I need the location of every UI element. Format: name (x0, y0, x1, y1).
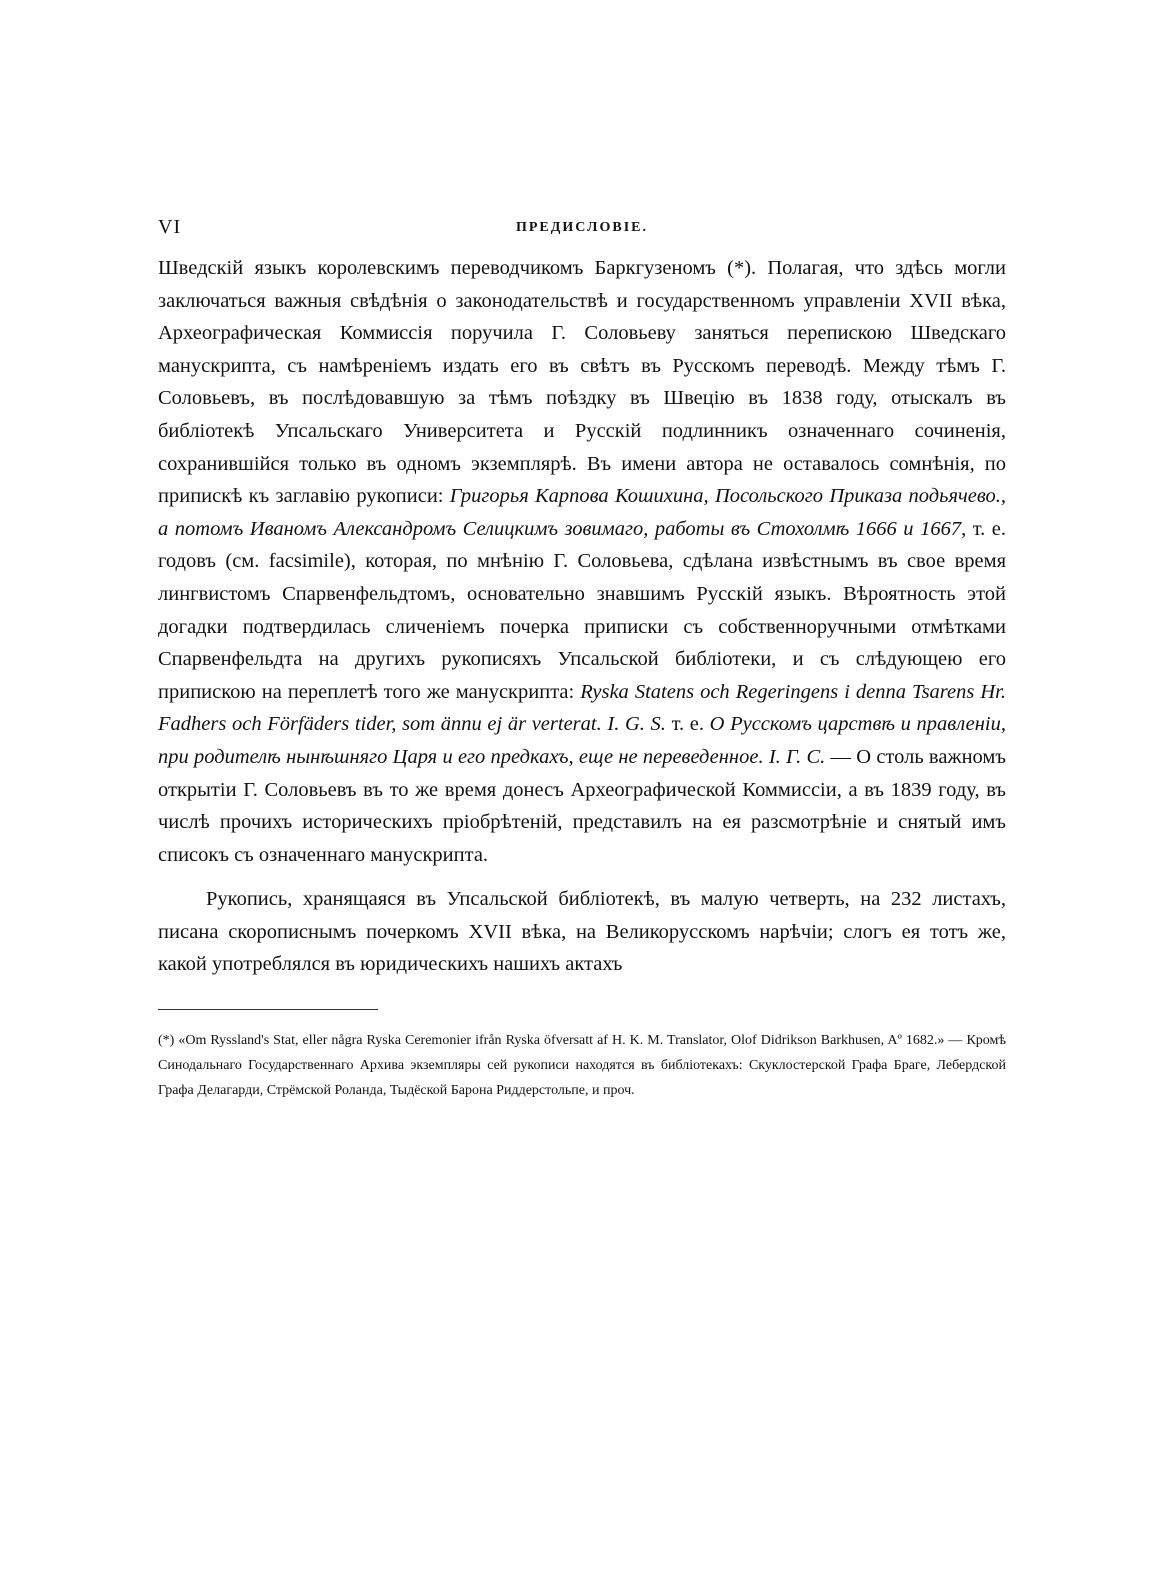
paragraph-1-part-4: — О столь важномъ открытіи Г. Соловьевъ въ то же время донесъ Археографической Коммиссіи, а въ 1839 году, въ числѣ прочихъ историческихъ пріобрѣтеній, представилъ на ея разсмотрѣніе и снятый имъ списокъ съ означеннаго манускрипта. (158, 745, 1006, 866)
footnote-divider (158, 1009, 378, 1010)
paragraph-1-italic-3: О Русскомъ царствѣ и правленіи, при родителѣ нынѣшняго Царя и его предкахъ, еще не переведенное. І. Г. С. (158, 713, 1006, 768)
paragraph-1-italic-2: Ryska Statens och Regeringens i denna Tsarens Hr. Fadhers och Förfäders tider, som ännu ej är verterat. I. G. S. (158, 680, 1006, 736)
footnote: (*) «Om Ryssland's Stat, eller några Ryska Ceremonier ifrån Ryska öfversatt af H. K. M. Translator, Olof Didrikson Barkhusen, Aº 1682.» — Кромѣ Синодальнаго Государственнаго Архива экземпляры сей рукописи находятся въ библіотекахъ: Скуклостерской Графа Браге, Лебердской Графа Делагарди, Стрёмской Роланда, Тыдёской Барона Риддерстольпе, и проч. (158, 1033, 1006, 1099)
paragraph-1-italic-1: Григорья Карпова Кошихина, Посольского Приказа подьячево., а потомъ Иваномъ Александромъ Селицкимъ зовимаго, работы въ Стохолмѣ 1666 и 1667 (158, 485, 1006, 540)
running-title: ПРЕДИСЛОВІЕ. (515, 220, 648, 235)
main-text (158, 252, 1006, 981)
paragraph-1 (158, 252, 1006, 871)
paragraph-1-part-2: , т. е. годовъ (см. facsimile), которая, по мнѣнію Г. Соловьева, сдѣлана извѣстнымъ въ свое время лингвистомъ Спарвенфельдтомъ, основательно знавшимъ Русскій языкъ. Вѣроятность этой догадки подтвердилась сличеніемъ почерка приписки съ собственноручными отмѣтками Спарвенфельдта на другихъ рукописяхъ Упсальской библіотеки, и съ слѣдующею его припискою на переплетѣ того же манускрипта: (158, 517, 1006, 703)
running-head (158, 216, 1006, 244)
paragraph-1-part-1: Шведскій языкъ королевскимъ переводчикомъ Баркгузеномъ (*). Полагая, что здѣсь могли заключаться важныя свѣдѣнія о законодательствѣ и государственномъ управленіи XVII вѣка, Археографическая Коммиссія поручила Г. Соловьеву заняться перепискою Шведскаго манускрипта, съ намѣреніемъ издать его въ свѣтъ въ Русскомъ переводѣ. Между тѣмъ Г. Соловьевъ, въ послѣдовавшую за тѣмъ поѣздку въ Швецію въ 1838 году, отыскалъ въ библіотекѣ Упсальскаго Университета и Русскій подлинникъ означеннаго сочиненія, сохранившійся только въ одномъ экземплярѣ. Въ имени автора не оставалось сомнѣнія, по припискѣ къ заглавію рукописи: (158, 257, 1006, 508)
page-number: VI (158, 216, 182, 238)
paragraph-1-part-3: т. е. (665, 713, 710, 736)
paragraph-2: Рукопись, хранящаяся въ Упсальской библіотекѣ, въ малую четверть, на 232 листахъ, писана скорописнымъ почеркомъ XVII вѣка, на Великорусскомъ нарѣчіи; слогъ ея тотъ же, какой употреблялся въ юридическихъ нашихъ актахъ (158, 888, 1006, 976)
document-page (158, 216, 1006, 1103)
